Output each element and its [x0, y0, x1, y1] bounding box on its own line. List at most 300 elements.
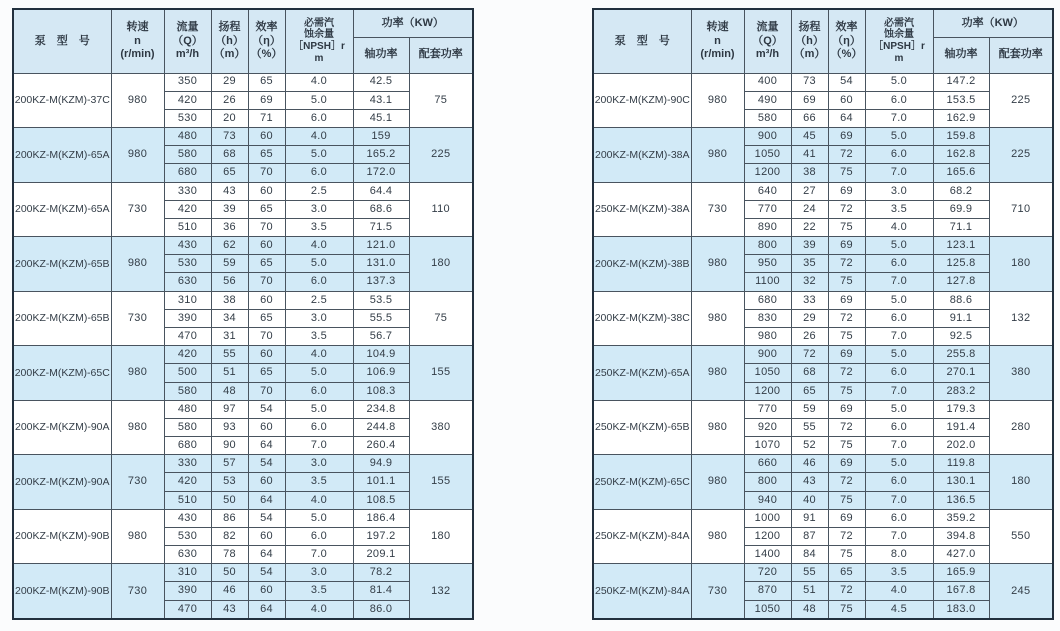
pump-group: [13, 291, 473, 346]
flow-cell: 530: [164, 527, 211, 545]
flow-cell: 980: [744, 327, 791, 345]
efficiency-cell: 72: [828, 418, 865, 436]
npsh-cell: 3.0: [285, 564, 353, 582]
flow-cell: 580: [164, 418, 211, 436]
efficiency-cell: 70: [248, 218, 285, 236]
efficiency-cell: 65: [248, 146, 285, 164]
flow-cell: 1050: [744, 146, 791, 164]
npsh-cell: 6.0: [865, 146, 933, 164]
head-cell: 26: [791, 327, 828, 345]
flow-cell: 500: [164, 364, 211, 382]
flow-cell: 680: [164, 164, 211, 182]
column-header-line: （m）: [213, 47, 246, 60]
matched-power-cell: 550: [989, 509, 1053, 564]
shaft-power-cell: 101.1: [353, 473, 409, 491]
speed-cell: 980: [691, 237, 744, 292]
pump-model-cell: 200KZ-M(KZM)-38B: [593, 237, 691, 292]
efficiency-cell: 60: [248, 291, 285, 309]
head-cell: 39: [211, 200, 248, 218]
npsh-cell: 7.0: [865, 382, 933, 400]
table-row: [13, 291, 473, 309]
head-cell: 59: [791, 400, 828, 418]
shaft-power-cell: 159.8: [933, 128, 989, 146]
matched-power-cell: 110: [409, 182, 473, 237]
shaft-power-cell: 68.2: [933, 182, 989, 200]
efficiency-cell: 70: [248, 273, 285, 291]
column-header-line: 效率: [835, 21, 858, 34]
npsh-cell: 6.0: [865, 364, 933, 382]
table-row: [13, 182, 473, 200]
flow-cell: 1050: [744, 364, 791, 382]
col-header-flow: [744, 9, 791, 73]
head-cell: 52: [791, 437, 828, 455]
efficiency-cell: 75: [828, 546, 865, 564]
column-header-line: 转速: [706, 21, 729, 34]
column-header-line: （m）: [793, 47, 826, 60]
pump-model-cell: 200KZ-M(KZM)-90B: [13, 509, 111, 564]
efficiency-cell: 69: [828, 291, 865, 309]
pump-model-cell: 200KZ-M(KZM)-38C: [593, 291, 691, 346]
efficiency-cell: 65: [248, 73, 285, 91]
pump-model-cell: 250KZ-M(KZM)-65B: [593, 400, 691, 455]
pump-group: [13, 509, 473, 564]
head-cell: 45: [791, 128, 828, 146]
head-cell: 36: [211, 218, 248, 236]
column-header-line: 必需汽: [304, 17, 334, 29]
head-cell: 43: [791, 473, 828, 491]
column-header-line: （h）: [215, 34, 244, 47]
flow-cell: 680: [164, 437, 211, 455]
shaft-power-cell: 125.8: [933, 255, 989, 273]
column-header-line: 必需汽: [884, 17, 914, 29]
table-row: [593, 346, 1053, 364]
table-row: [593, 73, 1053, 91]
pump-model-cell: 200KZ-M(KZM)-90A: [13, 455, 111, 510]
efficiency-cell: 72: [828, 582, 865, 600]
pump-group: [13, 182, 473, 237]
shaft-power-cell: 68.6: [353, 200, 409, 218]
efficiency-cell: 54: [248, 509, 285, 527]
efficiency-cell: 75: [828, 164, 865, 182]
matched-power-cell: 225: [989, 73, 1053, 128]
shaft-power-cell: 165.9: [933, 564, 989, 582]
flow-cell: 530: [164, 255, 211, 273]
head-cell: 91: [791, 509, 828, 527]
head-cell: 57: [211, 455, 248, 473]
shaft-power-cell: 55.5: [353, 309, 409, 327]
flow-cell: 430: [164, 509, 211, 527]
shaft-power-cell: 91.1: [933, 309, 989, 327]
table-row: [13, 564, 473, 582]
pump-group: [13, 400, 473, 455]
shaft-power-cell: 43.1: [353, 91, 409, 109]
flow-cell: 770: [744, 200, 791, 218]
npsh-cell: 6.0: [865, 255, 933, 273]
col-header-npsh: [865, 9, 933, 73]
efficiency-cell: 64: [248, 546, 285, 564]
npsh-cell: 4.0: [865, 218, 933, 236]
speed-cell: 980: [691, 509, 744, 564]
flow-cell: 330: [164, 182, 211, 200]
npsh-cell: 6.0: [285, 164, 353, 182]
shaft-power-cell: 45.1: [353, 109, 409, 127]
flow-cell: 1200: [744, 164, 791, 182]
efficiency-cell: 60: [248, 237, 285, 255]
flow-cell: 920: [744, 418, 791, 436]
shaft-power-cell: 283.2: [933, 382, 989, 400]
flow-cell: 1100: [744, 273, 791, 291]
efficiency-cell: 64: [828, 109, 865, 127]
efficiency-cell: 64: [248, 491, 285, 509]
speed-cell: 980: [111, 73, 164, 128]
npsh-cell: 7.0: [285, 437, 353, 455]
shaft-power-cell: 130.1: [933, 473, 989, 491]
npsh-cell: 3.5: [285, 582, 353, 600]
column-header-line: 转速: [126, 21, 149, 34]
shaft-power-cell: 108.3: [353, 382, 409, 400]
speed-cell: 730: [111, 291, 164, 346]
speed-cell: 980: [691, 455, 744, 510]
pump-spec-table-left: [12, 8, 474, 620]
matched-power-cell: 155: [409, 346, 473, 401]
efficiency-cell: 60: [248, 473, 285, 491]
pump-model-cell: 200KZ-M(KZM)-38A: [593, 128, 691, 183]
flow-cell: 680: [744, 291, 791, 309]
flow-cell: 390: [164, 582, 211, 600]
efficiency-cell: 64: [248, 600, 285, 619]
speed-cell: 980: [691, 291, 744, 346]
flow-cell: 630: [164, 546, 211, 564]
shaft-power-cell: 159: [353, 128, 409, 146]
column-header-line: m³/h: [175, 47, 200, 60]
head-cell: 55: [211, 346, 248, 364]
speed-cell: 980: [111, 400, 164, 455]
table-row: [593, 509, 1053, 527]
shaft-power-cell: 394.8: [933, 527, 989, 545]
flow-cell: 580: [744, 109, 791, 127]
npsh-cell: 3.5: [285, 473, 353, 491]
npsh-cell: 8.0: [865, 546, 933, 564]
shaft-power-cell: 167.8: [933, 582, 989, 600]
efficiency-cell: 69: [828, 455, 865, 473]
efficiency-cell: 75: [828, 491, 865, 509]
efficiency-cell: 75: [828, 600, 865, 619]
speed-cell: 980: [691, 400, 744, 455]
efficiency-cell: 60: [828, 91, 865, 109]
col-header-efficiency: [248, 9, 285, 73]
npsh-cell: 6.0: [865, 309, 933, 327]
matched-power-cell: 180: [409, 509, 473, 564]
head-cell: 82: [211, 527, 248, 545]
speed-cell: 730: [111, 564, 164, 619]
efficiency-cell: 65: [248, 255, 285, 273]
efficiency-cell: 60: [248, 182, 285, 200]
flow-cell: 490: [744, 91, 791, 109]
col-header-speed: [111, 9, 164, 73]
table-row: [593, 237, 1053, 255]
pump-model-cell: 200KZ-M(KZM)-37C: [13, 73, 111, 128]
pump-group: [593, 73, 1053, 128]
head-cell: 51: [211, 364, 248, 382]
npsh-cell: 6.0: [865, 418, 933, 436]
head-cell: 62: [211, 237, 248, 255]
shaft-power-cell: 183.0: [933, 600, 989, 619]
flow-cell: 720: [744, 564, 791, 582]
shaft-power-cell: 172.0: [353, 164, 409, 182]
col-header-speed: [691, 9, 744, 73]
pump-group: [593, 564, 1053, 619]
col-header-shaft-power: 轴功率: [933, 37, 989, 73]
pump-spec-table-right: [592, 8, 1054, 620]
shaft-power-cell: 165.6: [933, 164, 989, 182]
head-cell: 34: [211, 309, 248, 327]
efficiency-cell: 65: [248, 309, 285, 327]
column-header-line: (r/min): [120, 47, 155, 60]
shaft-power-cell: 153.5: [933, 91, 989, 109]
flow-cell: 830: [744, 309, 791, 327]
shaft-power-cell: 56.7: [353, 327, 409, 345]
flow-cell: 580: [164, 382, 211, 400]
flow-cell: 530: [164, 109, 211, 127]
shaft-power-cell: 165.2: [353, 146, 409, 164]
npsh-cell: 3.5: [285, 218, 353, 236]
flow-cell: 430: [164, 237, 211, 255]
npsh-cell: 5.0: [285, 91, 353, 109]
efficiency-cell: 69: [828, 128, 865, 146]
shaft-power-cell: 42.5: [353, 73, 409, 91]
matched-power-cell: 132: [409, 564, 473, 619]
column-header-line: 流量: [176, 21, 199, 34]
table-row: [13, 455, 473, 473]
table-row: [593, 564, 1053, 582]
shaft-power-cell: 69.9: [933, 200, 989, 218]
efficiency-cell: 60: [248, 418, 285, 436]
npsh-cell: 5.0: [865, 128, 933, 146]
efficiency-cell: 69: [828, 182, 865, 200]
shaft-power-cell: 202.0: [933, 437, 989, 455]
npsh-cell: 3.5: [285, 327, 353, 345]
head-cell: 86: [211, 509, 248, 527]
column-header-line: （η）: [252, 34, 281, 47]
column-header-line: m: [894, 53, 904, 65]
flow-cell: 800: [744, 473, 791, 491]
table-row: [13, 73, 473, 91]
head-cell: 72: [791, 346, 828, 364]
shaft-power-cell: 147.2: [933, 73, 989, 91]
efficiency-cell: 54: [248, 455, 285, 473]
column-header-line: 流量: [756, 21, 779, 34]
shaft-power-cell: 108.5: [353, 491, 409, 509]
speed-cell: 980: [111, 237, 164, 292]
pump-group: [593, 291, 1053, 346]
speed-cell: 730: [111, 182, 164, 237]
npsh-cell: 3.0: [865, 182, 933, 200]
table-row: [593, 455, 1053, 473]
pump-group: [13, 564, 473, 619]
head-cell: 78: [211, 546, 248, 564]
npsh-cell: 5.0: [865, 346, 933, 364]
flow-cell: 900: [744, 128, 791, 146]
pump-model-cell: 200KZ-M(KZM)-65C: [13, 346, 111, 401]
head-cell: 65: [791, 382, 828, 400]
head-cell: 39: [791, 237, 828, 255]
npsh-cell: 4.0: [285, 237, 353, 255]
npsh-cell: 6.0: [285, 109, 353, 127]
shaft-power-cell: 71.1: [933, 218, 989, 236]
shaft-power-cell: 197.2: [353, 527, 409, 545]
column-header-line: (r/min): [700, 47, 735, 60]
pump-group: [593, 400, 1053, 455]
speed-cell: 730: [111, 455, 164, 510]
shaft-power-cell: 88.6: [933, 291, 989, 309]
shaft-power-cell: 427.0: [933, 546, 989, 564]
shaft-power-cell: 209.1: [353, 546, 409, 564]
npsh-cell: 4.0: [285, 73, 353, 91]
efficiency-cell: 75: [828, 273, 865, 291]
head-cell: 50: [211, 564, 248, 582]
efficiency-cell: 72: [828, 255, 865, 273]
flow-cell: 630: [164, 273, 211, 291]
speed-cell: 980: [111, 128, 164, 183]
npsh-cell: 4.5: [865, 600, 933, 619]
shaft-power-cell: 179.3: [933, 400, 989, 418]
head-cell: 35: [791, 255, 828, 273]
head-cell: 56: [211, 273, 248, 291]
efficiency-cell: 71: [248, 109, 285, 127]
flow-cell: 310: [164, 291, 211, 309]
efficiency-cell: 70: [248, 327, 285, 345]
npsh-cell: 4.0: [285, 128, 353, 146]
column-header-line: 蚀余量: [304, 29, 334, 41]
table-header: [13, 9, 473, 73]
efficiency-cell: 70: [248, 382, 285, 400]
head-cell: 90: [211, 437, 248, 455]
shaft-power-cell: 255.8: [933, 346, 989, 364]
flow-cell: 510: [164, 491, 211, 509]
efficiency-cell: 60: [248, 346, 285, 364]
head-cell: 93: [211, 418, 248, 436]
head-cell: 84: [791, 546, 828, 564]
npsh-cell: 2.5: [285, 291, 353, 309]
column-header-line: （Q）: [172, 34, 203, 47]
efficiency-cell: 65: [828, 564, 865, 582]
head-cell: 26: [211, 91, 248, 109]
col-header-power: 功率（KW）: [353, 9, 473, 37]
efficiency-cell: 69: [248, 91, 285, 109]
efficiency-cell: 54: [248, 400, 285, 418]
head-cell: 69: [791, 91, 828, 109]
efficiency-cell: 69: [828, 400, 865, 418]
pump-group: [13, 128, 473, 183]
table-row: [593, 400, 1053, 418]
flow-cell: 350: [164, 73, 211, 91]
head-cell: 87: [791, 527, 828, 545]
head-cell: 40: [791, 491, 828, 509]
flow-cell: 480: [164, 128, 211, 146]
column-header-line: m: [314, 53, 324, 65]
npsh-cell: 6.0: [865, 509, 933, 527]
npsh-cell: 7.0: [865, 527, 933, 545]
shaft-power-cell: 71.5: [353, 218, 409, 236]
pump-model-cell: 200KZ-M(KZM)-65B: [13, 291, 111, 346]
pump-model-cell: 200KZ-M(KZM)-90A: [13, 400, 111, 455]
shaft-power-cell: 234.8: [353, 400, 409, 418]
flow-cell: 310: [164, 564, 211, 582]
shaft-power-cell: 86.0: [353, 600, 409, 619]
flow-cell: 470: [164, 327, 211, 345]
npsh-cell: 4.0: [285, 346, 353, 364]
shaft-power-cell: 119.8: [933, 455, 989, 473]
col-header-matched-power: 配套功率: [989, 37, 1053, 73]
flow-cell: 890: [744, 218, 791, 236]
flow-cell: 950: [744, 255, 791, 273]
flow-cell: 1400: [744, 546, 791, 564]
efficiency-cell: 54: [828, 73, 865, 91]
head-cell: 38: [211, 291, 248, 309]
npsh-cell: 2.5: [285, 182, 353, 200]
matched-power-cell: 180: [989, 455, 1053, 510]
efficiency-cell: 75: [828, 218, 865, 236]
matched-power-cell: 225: [409, 128, 473, 183]
flow-cell: 420: [164, 473, 211, 491]
efficiency-cell: 75: [828, 437, 865, 455]
flow-cell: 470: [164, 600, 211, 619]
npsh-cell: 7.0: [865, 491, 933, 509]
matched-power-cell: 380: [989, 346, 1053, 401]
head-cell: 97: [211, 400, 248, 418]
npsh-cell: 6.0: [865, 473, 933, 491]
shaft-power-cell: 260.4: [353, 437, 409, 455]
table-row: [13, 400, 473, 418]
header-row-top: [593, 9, 1053, 37]
shaft-power-cell: 127.8: [933, 273, 989, 291]
npsh-cell: 3.0: [285, 309, 353, 327]
efficiency-cell: 60: [248, 128, 285, 146]
npsh-cell: 3.0: [285, 200, 353, 218]
column-header-line: 蚀余量: [884, 29, 914, 41]
efficiency-cell: 69: [828, 346, 865, 364]
pump-model-cell: 250KZ-M(KZM)-65C: [593, 455, 691, 510]
npsh-cell: 4.0: [285, 491, 353, 509]
matched-power-cell: 155: [409, 455, 473, 510]
npsh-cell: 5.0: [865, 291, 933, 309]
column-header-line: （η）: [832, 34, 861, 47]
npsh-cell: 5.0: [285, 509, 353, 527]
col-header-pump-model: 泵 型 号: [13, 9, 111, 73]
flow-cell: 1070: [744, 437, 791, 455]
pump-group: [13, 346, 473, 401]
shaft-power-cell: 137.3: [353, 273, 409, 291]
npsh-cell: 7.0: [865, 109, 933, 127]
col-header-shaft-power: 轴功率: [353, 37, 409, 73]
flow-cell: 870: [744, 582, 791, 600]
flow-cell: 480: [164, 400, 211, 418]
flow-cell: 400: [744, 73, 791, 91]
head-cell: 29: [791, 309, 828, 327]
column-header-line: （Q）: [752, 34, 783, 47]
efficiency-cell: 60: [248, 527, 285, 545]
efficiency-cell: 64: [248, 437, 285, 455]
efficiency-cell: 72: [828, 364, 865, 382]
pump-group: [593, 237, 1053, 292]
matched-power-cell: 380: [409, 400, 473, 455]
shaft-power-cell: 121.0: [353, 237, 409, 255]
flow-cell: 940: [744, 491, 791, 509]
matched-power-cell: 75: [409, 291, 473, 346]
col-header-power: 功率（KW）: [933, 9, 1053, 37]
speed-cell: 730: [691, 564, 744, 619]
table-header: [593, 9, 1053, 73]
